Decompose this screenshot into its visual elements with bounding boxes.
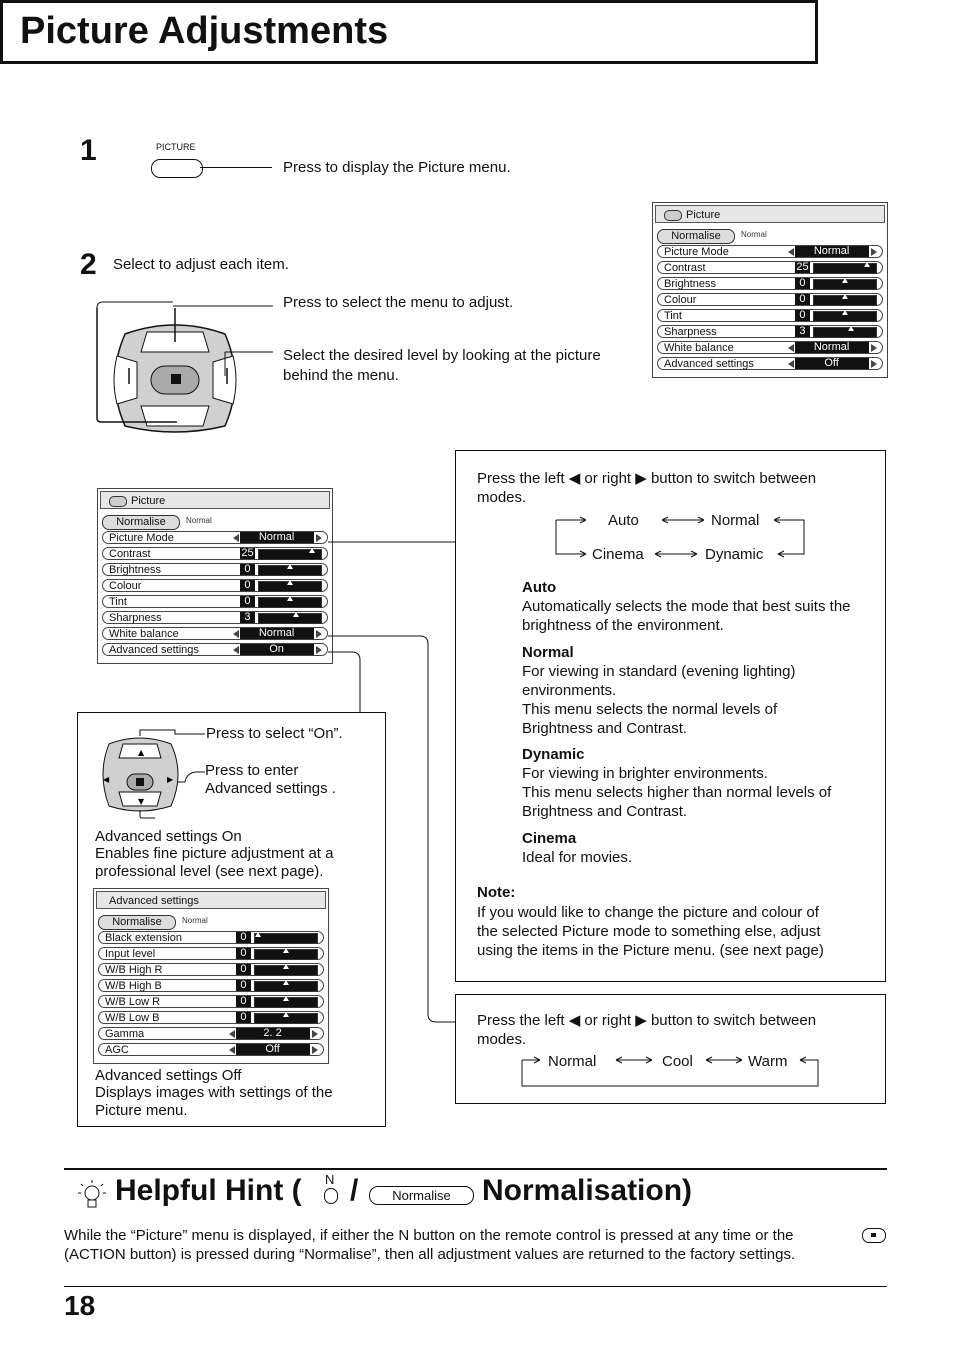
normal-title: Normal [522,644,574,661]
level-marker-icon [283,980,289,985]
menu-row[interactable] [98,979,324,992]
normal-indicator: Normal [186,516,212,525]
level-bar[interactable] [254,981,319,992]
cycle-cinema: Cinema [592,546,644,563]
menu-row-label: Black extension [105,932,183,944]
menu-row-label: W/B High R [105,964,163,976]
mode-intro-2: modes. [477,489,527,506]
wb-cycle-cool: Cool [662,1053,693,1070]
menu-row-value: Normal [795,246,869,257]
menu-row-label: W/B Low B [105,1012,160,1024]
adv-off-title: Advanced settings Off [95,1067,242,1084]
menu-row-label: Sharpness [664,326,717,338]
menu-row-value: 0 [240,580,256,591]
note-title: Note: [477,884,516,901]
hint-body-2: (ACTION button) is pressed during “Normalise”, then all adjustment values are returned to the factory settings. [64,1246,796,1263]
menu-row-value: 25 [241,547,254,559]
menu-row-label: Brightness [664,278,716,290]
menu-row-label: White balance [664,342,734,354]
level-bar[interactable] [254,933,319,944]
menu-row[interactable] [98,1027,324,1040]
press-select-on-text: Press to select “On”. [206,725,343,742]
menu-row-label: W/B Low R [105,996,161,1008]
menu-header: Picture [655,205,885,223]
menu-row[interactable] [98,963,324,976]
menu-row-label: White balance [109,628,179,640]
menu-row-value: 0 [795,294,811,305]
dynamic-title: Dynamic [522,746,585,763]
menu-row-label: Tint [109,596,127,608]
select-level-text-2: behind the menu. [283,367,399,384]
press-enter-text-1: Press to enter [205,762,299,779]
wb-cycle-arrows [518,1050,822,1090]
mode-intro-1: Press the left ◀ or right ▶ button to switch between [477,470,817,487]
note-line-3: using the items in the Picture menu. (see next page) [477,942,824,959]
menu-row-label: Advanced settings [109,644,199,656]
normal-line-4: Brightness and Contrast. [522,720,688,737]
menu-row-value: Off [795,358,869,369]
left-arrow-icon[interactable] [229,1046,235,1054]
normalise-button[interactable]: Normalise [98,915,176,930]
auto-line-2: brightness of the environment. [522,617,724,634]
svg-text:▲: ▲ [138,748,145,757]
auto-line-1: Automatically selects the mode that best suits the [522,598,851,615]
level-marker-icon [283,964,289,969]
normal-line-1: For viewing in standard (evening lighting) [522,663,796,680]
menu-row-value: 3 [240,612,256,623]
cycle-auto: Auto [608,512,639,529]
page-number: 18 [64,1290,96,1321]
menu-row-value: 0 [236,980,252,991]
dynamic-line-1: For viewing in brighter environments. [522,765,768,782]
right-arrow-icon[interactable] [312,1046,318,1054]
svg-text:◀: ◀ [103,775,110,784]
level-bar[interactable] [254,1013,319,1024]
menu-row-label: Gamma [105,1028,145,1040]
menu-row-value: 0 [236,1012,252,1023]
dynamic-line-3: Brightness and Contrast. [522,803,688,820]
menu-row-value: 0 [795,310,811,321]
menu-row-label: Brightness [109,564,161,576]
adv-off-text-1: Displays images with settings of the [95,1084,333,1101]
adv-on-text-1: Enables fine picture adjustment at a [95,845,334,862]
hint-prefix: Helpful Hint ( [115,1174,302,1207]
menu-row-label: Contrast [664,262,706,274]
press-select-menu-text: Press to select the menu to adjust. [283,294,514,311]
menu-row-label: AGC [105,1044,129,1056]
menu-row-value: Off [236,1044,310,1055]
advanced-settings-menu [93,888,329,1064]
step-2-text: Select to adjust each item. [113,256,289,273]
menu-row-value: 0 [240,564,256,575]
normal-indicator: Normal [741,230,767,239]
n-button-label: N [325,1172,335,1187]
picture-button-label: PICTURE [156,142,196,152]
note-line-2: the selected Picture mode to something else, adjust [477,923,821,940]
menu-row-label: Picture Mode [109,532,174,544]
n-button[interactable] [324,1188,338,1204]
dynamic-line-2: This menu selects higher than normal levels of [522,784,832,801]
menu-row[interactable] [98,947,324,960]
menu-row-value: 25 [796,261,809,273]
normal-line-2: environments. [522,682,617,699]
select-level-text-1: Select the desired level by looking at the picture [283,347,601,364]
menu-row-value: 0 [795,278,811,289]
lightbulb-icon [76,1178,108,1214]
cycle-normal: Normal [711,512,760,529]
menu-row-value: Normal [240,532,314,543]
adv-on-title: Advanced settings On [95,828,242,845]
menu-row-label: Input level [105,948,156,960]
level-bar[interactable] [254,965,319,976]
menu-row[interactable] [98,1043,324,1056]
menu-header: Advanced settings [96,891,326,909]
wb-intro-2: modes. [477,1031,527,1048]
menu-row-label: Colour [664,294,697,306]
right-arrow-icon[interactable] [312,1030,318,1038]
menu-row-label: Colour [109,580,142,592]
note-line-1: If you would like to change the picture and colour of [477,904,819,921]
step-1-number: 1 [80,134,97,167]
menu-row-value: Normal [795,342,869,353]
level-marker-icon [283,948,289,953]
menu-row-value: 0 [236,996,252,1007]
menu-row-label: Contrast [109,548,151,560]
level-bar[interactable] [254,997,319,1008]
normalise-button[interactable]: Normalise [102,515,180,530]
menu-row[interactable] [98,1011,324,1024]
menu-row-value: 0 [236,948,252,959]
menu-row-label: Picture Mode [664,246,729,258]
menu-row-label: Tint [664,310,682,322]
normal-indicator: Normal [182,916,208,925]
menu-row-label: W/B High B [105,980,162,992]
level-marker-icon [283,1012,289,1017]
remote-small-dpad-icon[interactable] [95,726,215,820]
hint-slash: / [350,1174,359,1207]
menu-row-value: 2. 2 [236,1028,310,1039]
menu-row-value: 0 [236,932,252,943]
cinema-line-1: Ideal for movies. [522,849,633,866]
cycle-dynamic: Dynamic [705,546,764,563]
menu-row[interactable] [98,931,324,944]
action-button-icon [862,1228,886,1243]
normal-line-3: This menu selects the normal levels of [522,701,778,718]
menu-row-value: Normal [240,628,314,639]
adv-on-text-2: professional level (see next page). [95,863,324,880]
hint-suffix: Normalisation) [482,1174,693,1207]
cinema-title: Cinema [522,830,577,847]
wb-intro-1: Press the left ◀ or right ▶ button to switch between [477,1012,817,1029]
svg-text:▼: ▼ [138,797,145,806]
hint-normalise-button[interactable]: Normalise [369,1186,474,1205]
left-arrow-icon[interactable] [229,1030,235,1038]
menu-row-value: On [240,644,314,655]
svg-text:▶: ▶ [167,775,174,784]
menu-row-value: 3 [795,326,811,337]
wb-cycle-warm: Warm [748,1053,788,1070]
mode-cycle-arrows [550,510,810,560]
hint-body-1: While the “Picture” menu is displayed, if either the N button on the remote control is pressed at any time or the [64,1227,794,1244]
step-1-text: Press to display the Picture menu. [283,159,511,176]
menu-header: Picture [100,491,330,509]
menu-row-label: Advanced settings [664,358,754,370]
menu-row-value: 0 [236,964,252,975]
level-bar[interactable] [254,949,319,960]
level-marker-icon [255,932,261,937]
press-enter-text-2: Advanced settings . [205,780,336,797]
adv-off-text-2: Picture menu. [95,1102,188,1119]
wb-cycle-normal: Normal [548,1053,597,1070]
level-marker-icon [283,996,289,1001]
auto-title: Auto [522,579,557,596]
step-2-number: 2 [80,248,97,281]
menu-row-label: Sharpness [109,612,162,624]
page-title: Picture Adjustments [20,10,389,52]
level-bar-fill [255,934,318,943]
menu-row[interactable] [98,995,324,1008]
menu-row-value: 0 [240,596,256,607]
normalise-button[interactable]: Normalise [657,229,735,244]
